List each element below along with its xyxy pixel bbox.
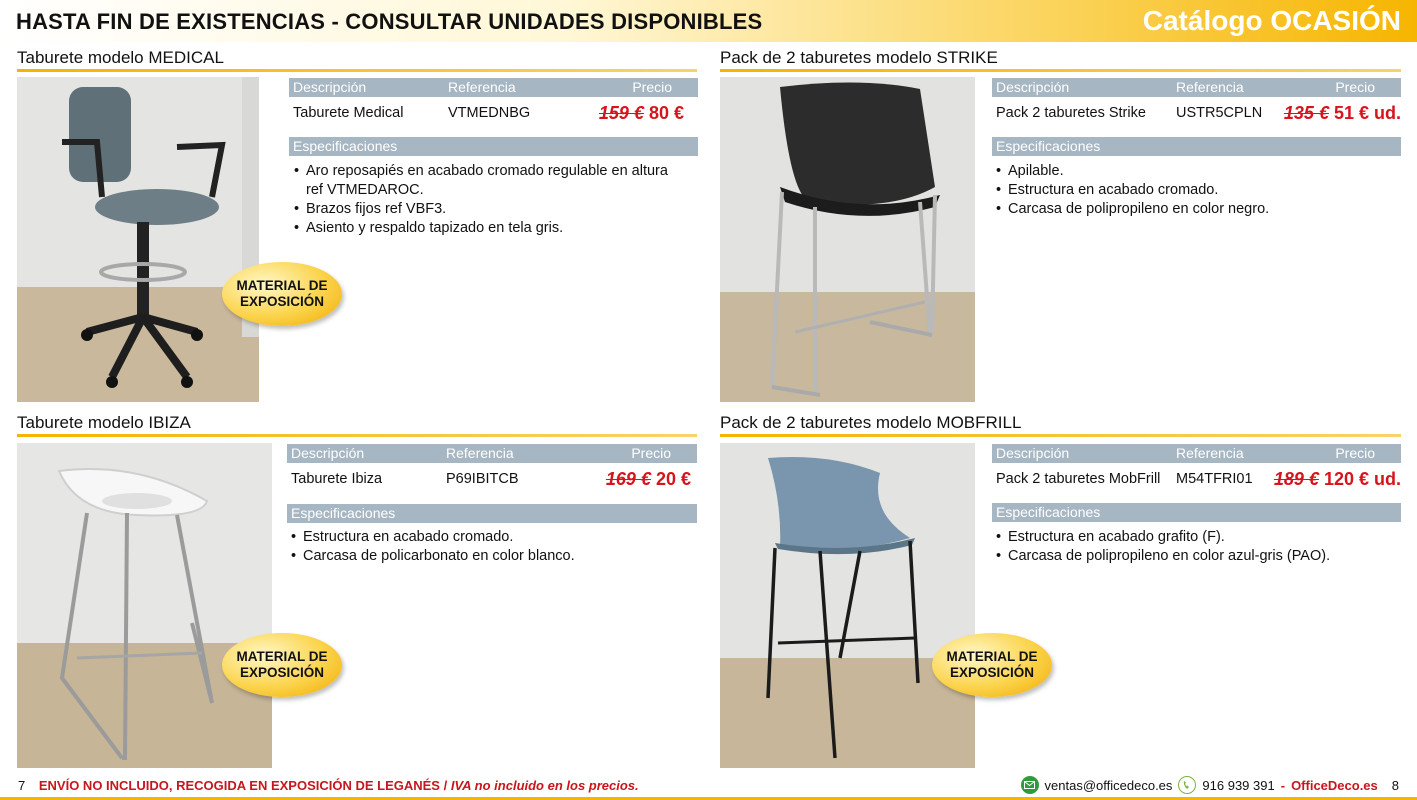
header-reference: Referencia — [446, 445, 514, 461]
exposition-badge — [222, 262, 342, 326]
exposition-badge — [222, 633, 342, 697]
header-bar — [0, 0, 1417, 42]
specs-header: Especificaciones — [287, 504, 697, 523]
product-photo-strike — [720, 77, 975, 402]
spec-item: • Carcasa de policarbonato en color blanco. — [289, 547, 689, 566]
spec-item: • Estructura en acabado cromado. — [289, 528, 689, 547]
product-title-medical: Taburete modelo MEDICAL — [17, 48, 224, 67]
product-title-strike: Pack de 2 taburetes modelo STRIKE — [720, 48, 998, 67]
header-reference: Referencia — [1176, 445, 1244, 461]
header-price: Precio — [631, 445, 671, 461]
spec-item: • Carcasa de polipropileno en color azul-gris (PAO). — [994, 547, 1394, 566]
product-price — [1284, 103, 1401, 124]
page-title: HASTA FIN DE EXISTENCIAS - CONSULTAR UNIDADES DISPONIBLES — [16, 9, 763, 34]
specs-header: Especificaciones — [992, 503, 1401, 522]
product-photo-mobfrill — [720, 443, 975, 768]
header-reference: Referencia — [448, 79, 516, 95]
table-header — [992, 444, 1401, 463]
footer-separator: - — [1280, 777, 1286, 793]
spec-item: • Estructura en acabado cromado. — [994, 181, 1394, 200]
table-row — [289, 103, 698, 125]
spec-item: • Apilable. — [994, 162, 1394, 181]
product-reference: P69IBITCB — [446, 471, 519, 487]
header-description: Descripción — [293, 79, 367, 95]
spec-list — [994, 528, 1394, 566]
spec-item: • Brazos fijos ref VBF3. — [292, 200, 682, 219]
badge-line1: MATERIAL DE — [236, 649, 328, 664]
badge-line2: EXPOSICIÓN — [949, 665, 1035, 680]
table-row — [992, 103, 1401, 125]
product-reference: USTR5CPLN — [1176, 105, 1263, 121]
badge-line1: MATERIAL DE — [946, 649, 1038, 664]
section-rule — [720, 69, 1401, 72]
product-photo-ibiza — [17, 443, 272, 768]
product-description: Pack 2 taburetes Strike — [996, 105, 1146, 121]
badge-line2: EXPOSICIÓN — [239, 665, 325, 680]
contact-phone[interactable]: 916 939 391 — [1202, 777, 1275, 793]
spec-item: • Aro reposapiés en acabado cromado regulable en altura ref VTMEDAROC. — [292, 162, 682, 200]
badge-line2: EXPOSICIÓN — [239, 294, 325, 309]
product-description: Pack 2 taburetes MobFrill — [996, 471, 1161, 487]
spec-item: • Estructura en acabado grafito (F). — [994, 528, 1394, 547]
header-description: Descripción — [996, 79, 1070, 95]
table-row — [992, 469, 1401, 491]
phone-icon — [1178, 776, 1196, 794]
section-rule — [17, 434, 697, 437]
product-title-ibiza: Taburete modelo IBIZA — [17, 413, 191, 432]
specs-header: Especificaciones — [992, 137, 1401, 156]
section-rule — [17, 69, 697, 72]
product-reference: M54TFRI01 — [1176, 471, 1253, 487]
header-price: Precio — [632, 79, 672, 95]
product-description: Taburete Medical — [293, 105, 404, 121]
header-description: Descripción — [291, 445, 365, 461]
footer-contact — [1021, 776, 1399, 794]
product-price — [1274, 469, 1401, 490]
old-price: 135 € — [1283, 103, 1329, 123]
spec-list — [994, 162, 1394, 219]
brand-link[interactable]: OfficeDeco.es — [1291, 777, 1378, 793]
contact-email[interactable]: ventas@officedeco.es — [1044, 777, 1173, 793]
spec-item: • Carcasa de polipropileno en color negro. — [994, 200, 1394, 219]
product-description: Taburete Ibiza — [291, 471, 383, 487]
page-number-right: 8 — [1391, 777, 1399, 793]
table-header — [992, 78, 1401, 97]
spec-list — [292, 162, 682, 238]
section-rule — [720, 434, 1401, 437]
new-price: 20 € — [655, 469, 691, 489]
table-header — [287, 444, 697, 463]
new-price: 80 € — [648, 103, 684, 123]
specs-header: Especificaciones — [289, 137, 698, 156]
exposition-badge — [932, 633, 1052, 697]
product-photo-medical — [17, 77, 259, 402]
old-price: 169 € — [605, 469, 651, 489]
vat-notice: IVA no incluido en los precios. — [450, 778, 639, 793]
table-header — [289, 78, 698, 97]
product-title-mobfrill: Pack de 2 taburetes modelo MOBFRILL — [720, 413, 1022, 432]
badge-line1: MATERIAL DE — [236, 278, 328, 293]
spec-item: • Asiento y respaldo tapizado en tela gris. — [292, 219, 682, 238]
catalog-title: Catálogo OCASIÓN — [1142, 5, 1401, 36]
footer-notice — [18, 778, 639, 793]
table-row — [287, 469, 697, 491]
header-price: Precio — [1335, 79, 1375, 95]
new-price: 120 € ud. — [1323, 469, 1401, 489]
header-description: Descripción — [996, 445, 1070, 461]
new-price: 51 € ud. — [1333, 103, 1401, 123]
page-number-left: 7 — [18, 778, 26, 793]
old-price: 159 € — [598, 103, 644, 123]
email-icon — [1021, 776, 1039, 794]
product-price — [599, 103, 684, 124]
header-price: Precio — [1335, 445, 1375, 461]
product-price — [606, 469, 691, 490]
spec-list — [289, 528, 689, 566]
shipping-notice: ENVÍO NO INCLUIDO, RECOGIDA EN EXPOSICIÓN DE LEGANÉS / — [38, 778, 448, 793]
header-reference: Referencia — [1176, 79, 1244, 95]
old-price: 189 € — [1273, 469, 1319, 489]
product-reference: VTMEDNBG — [448, 105, 531, 121]
